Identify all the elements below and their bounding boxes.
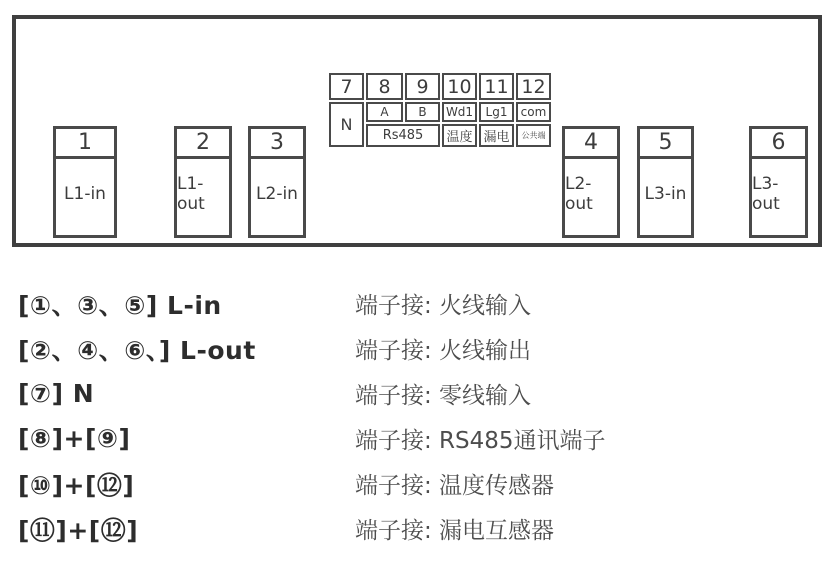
legend-terminals: [①、③、⑤] L-in [18,290,222,320]
wiring-panel [12,15,822,247]
terminal-label: L2-out [565,174,593,214]
terminal-block-1 [53,126,117,238]
legend-description: 端子接: 温度传感器 [355,473,555,499]
legend-terminals: [⑩]+[⑫] [18,470,135,500]
terminal-label: L3-out [752,174,780,214]
aux-cell-temperature: 温度 [442,124,477,147]
aux-cell-10: 10 [442,73,477,100]
legend-description: 端子接: 零线输入 [355,383,532,409]
aux-cell-11: 11 [479,73,514,100]
aux-cell-9: 9 [405,73,440,100]
legend-row-l-in [18,281,818,326]
legend-row-rs485 [18,416,818,461]
terminal-number: 6 [752,129,805,159]
legend-description: 端子接: RS485通讯端子 [355,428,606,454]
legend-terminals: [②、④、⑥、] L-out [18,335,256,365]
terminal-number: 1 [56,129,114,159]
terminal-number: 4 [565,129,617,159]
terminal-label: L2-in [256,184,298,204]
terminal-number: 2 [177,129,229,159]
aux-cell-a: A [366,102,403,122]
aux-terminal-table [329,73,551,147]
terminal-block-6 [749,126,808,238]
terminal-number: 5 [640,129,691,159]
terminal-block-3 [248,126,306,238]
aux-cell-com: com [516,102,551,122]
legend-row-leakage [18,506,818,551]
aux-cell-12: 12 [516,73,551,100]
legend-description: 端子接: 火线输出 [355,338,532,364]
legend-description: 端子接: 火线输入 [355,293,532,319]
legend-terminals: [⑧]+[⑨] [18,424,131,453]
aux-cell-neutral: N [329,102,364,147]
legend-terminals: [⑪]+[⑫] [18,515,139,545]
aux-cell-b: B [405,102,440,122]
legend [18,281,818,551]
aux-cell-wd1: Wd1 [442,102,477,122]
aux-cell-7: 7 [329,73,364,100]
terminal-label: L1-in [64,184,106,204]
aux-cell-rs485: Rs485 [366,124,440,147]
terminal-block-5 [637,126,694,238]
aux-cell-lg1: Lg1 [479,102,514,122]
legend-description: 端子接: 漏电互感器 [355,518,555,544]
legend-row-l-out [18,326,818,371]
legend-terminals: [⑦] N [18,379,95,408]
terminal-label: L3-in [644,184,687,204]
legend-row-temperature [18,461,818,506]
aux-cell-8: 8 [366,73,403,100]
aux-cell-leakage: 漏电 [479,124,514,147]
aux-cell-common: 公共端 [516,124,551,147]
terminal-block-4 [562,126,620,238]
legend-row-neutral [18,371,818,416]
terminal-label: L1-out [177,174,205,214]
terminal-number: 3 [251,129,303,159]
terminal-block-2 [174,126,232,238]
